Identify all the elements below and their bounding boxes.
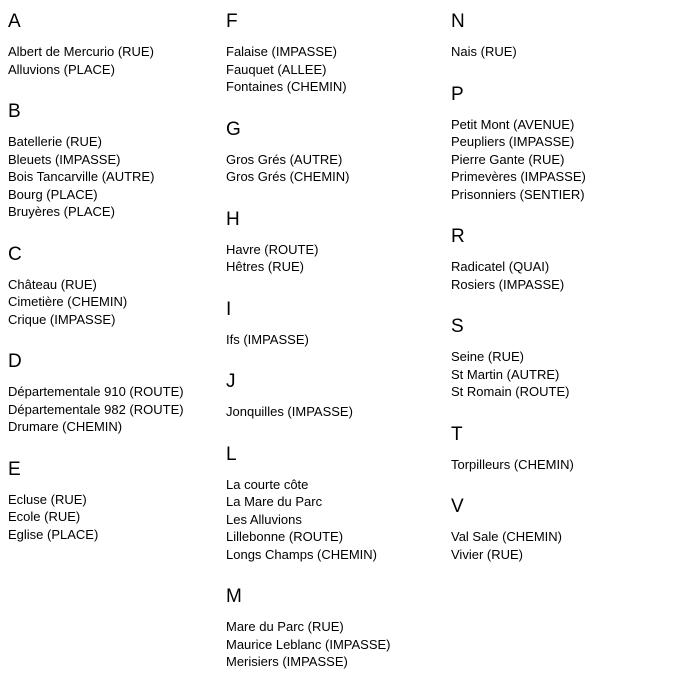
street-entry: La courte côte bbox=[226, 476, 309, 492]
street-entry: St Martin (AUTRE) bbox=[451, 366, 560, 382]
street-entry: Torpilleurs (CHEMIN) bbox=[451, 456, 574, 472]
letter-group bbox=[226, 208, 448, 276]
street-entry: Fontaines (CHEMIN) bbox=[226, 79, 347, 94]
letter-group bbox=[451, 83, 671, 204]
street-entry: Merisiers (IMPASSE) bbox=[226, 654, 348, 669]
letter-group bbox=[226, 10, 448, 96]
street-entry: Havre (ROUTE) bbox=[226, 241, 319, 257]
letter-group bbox=[226, 443, 448, 564]
letter-group bbox=[226, 370, 448, 421]
street-list bbox=[8, 491, 223, 544]
street-entry: Albert de Mercurio (RUE) bbox=[8, 44, 154, 59]
letter-heading: R bbox=[451, 226, 465, 247]
street-list bbox=[226, 403, 448, 421]
letter-heading: M bbox=[226, 586, 242, 607]
street-entry: Bourg (PLACE) bbox=[8, 186, 98, 202]
street-entry: Jonquilles (IMPASSE) bbox=[226, 404, 353, 419]
index-column-1 bbox=[8, 10, 223, 565]
letter-group bbox=[451, 315, 671, 401]
letter-group bbox=[8, 100, 223, 221]
street-list bbox=[451, 116, 671, 204]
street-list bbox=[8, 43, 223, 78]
street-list bbox=[226, 43, 448, 96]
street-list bbox=[451, 43, 671, 61]
street-list bbox=[8, 133, 223, 221]
street-list bbox=[451, 528, 671, 563]
street-entry: Prisonniers (SENTIER) bbox=[451, 186, 585, 202]
street-entry: Eglise (PLACE) bbox=[8, 526, 99, 542]
street-entry: Batellerie (RUE) bbox=[8, 134, 102, 149]
letter-heading: V bbox=[451, 496, 464, 517]
street-entry: Ecluse (RUE) bbox=[8, 491, 87, 507]
letter-group bbox=[8, 243, 223, 329]
letter-group bbox=[451, 225, 671, 293]
letter-group bbox=[8, 10, 223, 78]
street-list bbox=[8, 383, 223, 436]
street-list bbox=[8, 276, 223, 329]
letter-group bbox=[226, 298, 448, 349]
street-entry: Nais (RUE) bbox=[451, 44, 517, 59]
street-entry: Longs Champs (CHEMIN) bbox=[226, 546, 377, 562]
letter-group bbox=[451, 495, 671, 563]
street-entry: Crique (IMPASSE) bbox=[8, 311, 116, 327]
street-entry: Gros Grés (AUTRE) bbox=[226, 151, 343, 167]
street-entry: Pierre Gante (RUE) bbox=[451, 151, 565, 167]
street-entry: Départementale 910 (ROUTE) bbox=[8, 384, 184, 399]
street-entry: Bruyères (PLACE) bbox=[8, 204, 115, 219]
street-list bbox=[226, 476, 448, 564]
index-column-3 bbox=[451, 10, 671, 585]
street-entry: Radicatel (QUAI) bbox=[451, 259, 550, 274]
letter-heading: L bbox=[226, 443, 237, 465]
letter-group bbox=[226, 118, 448, 186]
letter-heading: B bbox=[8, 101, 21, 122]
street-list bbox=[451, 348, 671, 401]
street-entry: Val Sale (CHEMIN) bbox=[451, 529, 563, 544]
street-entry: Château (RUE) bbox=[8, 276, 97, 292]
street-list bbox=[226, 331, 448, 349]
street-entry: Bleuets (IMPASSE) bbox=[8, 151, 121, 167]
letter-heading: F bbox=[226, 11, 238, 32]
letter-heading: G bbox=[226, 118, 241, 140]
letter-heading: A bbox=[8, 11, 21, 32]
letter-heading: T bbox=[451, 423, 463, 445]
street-entry: Primevères (IMPASSE) bbox=[451, 169, 586, 184]
letter-group bbox=[8, 458, 223, 544]
street-list bbox=[226, 151, 448, 186]
letter-group bbox=[8, 350, 223, 436]
letter-group bbox=[451, 423, 671, 474]
street-entry: Drumare (CHEMIN) bbox=[8, 419, 123, 434]
letter-heading: I bbox=[226, 298, 232, 320]
street-entry: Peupliers (IMPASSE) bbox=[451, 134, 575, 149]
street-entry: Falaise (IMPASSE) bbox=[226, 44, 338, 59]
street-entry: Ecole (RUE) bbox=[8, 509, 81, 524]
street-entry: Lillebonne (ROUTE) bbox=[226, 529, 344, 544]
letter-heading: S bbox=[451, 316, 464, 337]
letter-heading: E bbox=[8, 458, 21, 480]
street-entry: Cimetière (CHEMIN) bbox=[8, 294, 128, 309]
letter-heading: D bbox=[8, 351, 22, 372]
street-list bbox=[226, 241, 448, 276]
letter-heading: N bbox=[451, 11, 465, 32]
street-entry: Mare du Parc (RUE) bbox=[226, 619, 344, 634]
street-entry: Rosiers (IMPASSE) bbox=[451, 276, 565, 292]
street-entry: Petit Mont (AVENUE) bbox=[451, 116, 575, 132]
street-entry: Ifs (IMPASSE) bbox=[226, 331, 309, 347]
letter-group bbox=[451, 10, 671, 61]
street-entry: St Romain (ROUTE) bbox=[451, 384, 570, 399]
street-entry: Les Alluvions bbox=[226, 511, 302, 527]
letter-heading: C bbox=[8, 243, 22, 265]
street-entry: Seine (RUE) bbox=[451, 349, 524, 364]
letter-heading: P bbox=[451, 83, 464, 105]
street-entry: Fauquet (ALLEE) bbox=[226, 61, 327, 77]
street-entry: La Mare du Parc bbox=[226, 494, 323, 509]
street-entry: Alluvions (PLACE) bbox=[8, 61, 115, 77]
street-list bbox=[451, 456, 671, 474]
street-entry: Gros Grés (CHEMIN) bbox=[226, 169, 350, 184]
street-entry: Vivier (RUE) bbox=[451, 546, 523, 562]
street-list bbox=[451, 258, 671, 293]
street-entry: Maurice Leblanc (IMPASSE) bbox=[226, 636, 391, 652]
street-list bbox=[226, 618, 448, 671]
letter-heading: H bbox=[226, 208, 240, 230]
letter-group bbox=[226, 585, 448, 671]
street-entry: Bois Tancarville (AUTRE) bbox=[8, 169, 155, 184]
index-column-2 bbox=[226, 10, 448, 693]
letter-heading: J bbox=[226, 371, 236, 392]
street-entry: Départementale 982 (ROUTE) bbox=[8, 401, 184, 417]
street-entry: Hêtres (RUE) bbox=[226, 259, 305, 274]
